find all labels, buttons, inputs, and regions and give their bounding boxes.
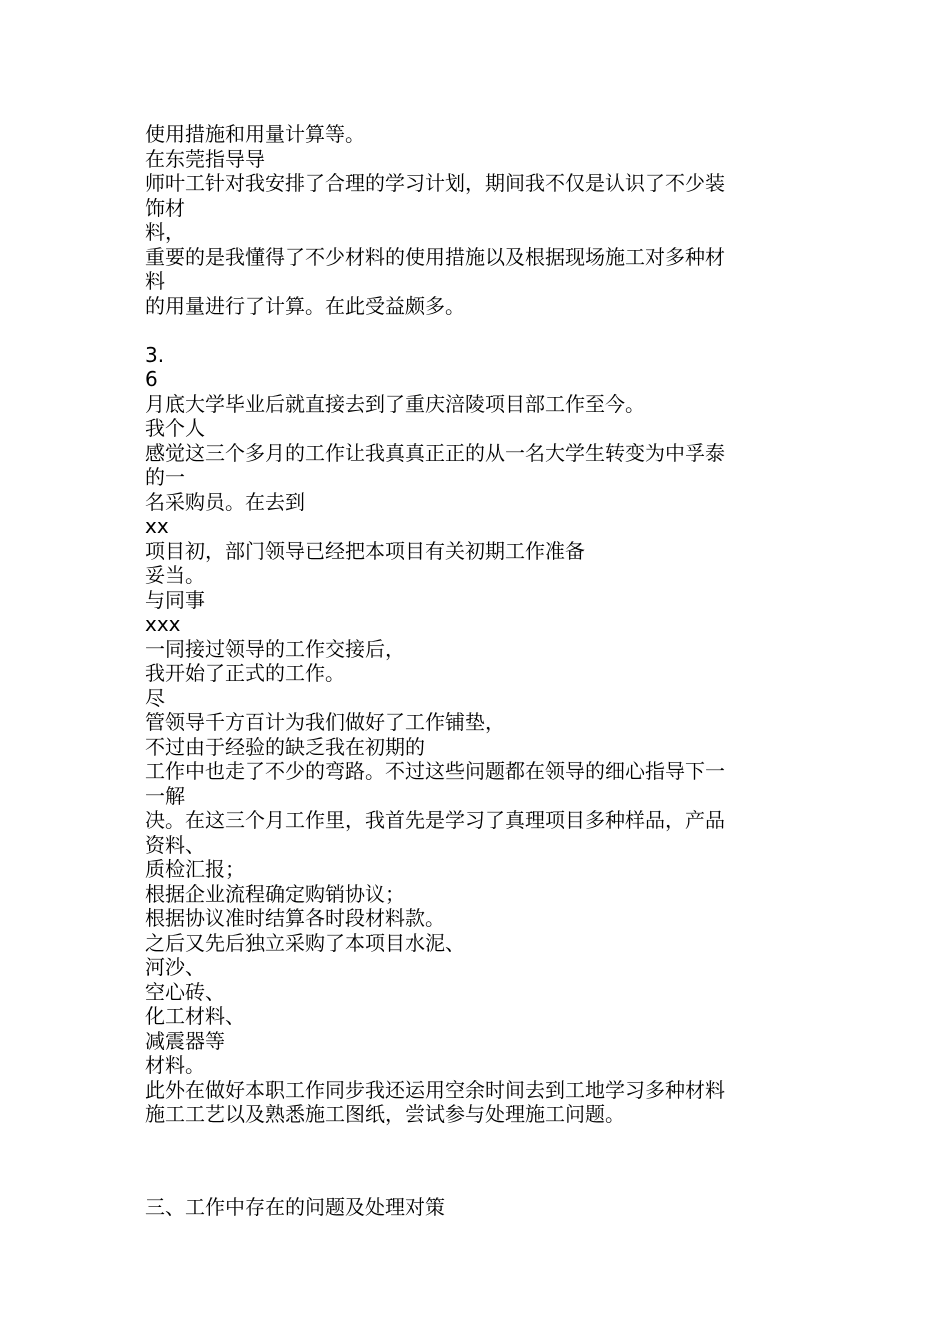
text-line: 一同接过领导的工作交接后， [145, 636, 405, 661]
text-line: 我个人 [145, 416, 205, 440]
text-line: 料 [145, 269, 165, 293]
text-line: xx [145, 514, 169, 538]
text-line: 使用措施和用量计算等。 [145, 122, 365, 146]
text-line: 的一 [145, 465, 185, 489]
paragraph-1 [145, 122, 815, 318]
text-line: 资料、 [145, 832, 205, 857]
text-line: 此外在做好本职工作同步我还运用空余时间去到工地学习多种材料 [145, 1077, 725, 1102]
text-line: 尽 [145, 685, 165, 710]
text-line: 饰材 [145, 195, 185, 220]
text-line: 妥当。 [145, 563, 205, 587]
text-line: 工作中也走了不少的弯路。不过这些问题都在领导的细心指导下一 [145, 759, 725, 783]
text-line: 感觉这三个多月的工作让我真真正正的从一名大学生转变为中孚泰 [145, 440, 725, 465]
text-line: 6 [145, 367, 158, 391]
text-line: 施工工艺以及熟悉施工图纸，尝试参与处理施工问题。 [145, 1102, 625, 1126]
paragraph-spacer [145, 318, 815, 343]
text-line: 材料。 [145, 1053, 205, 1077]
text-line: 根据企业流程确定购销协议； [145, 881, 405, 906]
text-line: 一解 [145, 783, 185, 808]
text-line: 师叶工针对我安排了合理的学习计划，期间我不仅是认识了不少装 [145, 171, 725, 195]
text-line: 不过由于经验的缺乏我在初期的 [145, 734, 425, 759]
text-line: 料， [145, 220, 185, 244]
text-line: 项目初，部门领导已经把本项目有关初期工作准备 [145, 538, 585, 563]
text-line: 我开始了正式的工作。 [145, 661, 345, 685]
text-line: 月底大学毕业后就直接去到了重庆涪陵项目部工作至今。 [145, 391, 645, 416]
text-line: 减震器等 [145, 1028, 225, 1053]
text-line: 3. [145, 342, 165, 367]
text-line: 之后又先后独立采购了本项目水泥、 [145, 930, 465, 955]
text-line: 管领导千方百计为我们做好了工作铺垫， [145, 710, 505, 734]
text-line: 质检汇报； [145, 857, 245, 881]
text-line: 化工材料、 [145, 1004, 245, 1028]
paragraph-2 [145, 343, 815, 1127]
text-line: 的用量进行了计算。在此受益颇多。 [145, 293, 465, 318]
text-line: 名采购员。在去到 [145, 489, 305, 514]
text-line: 河沙、 [145, 955, 205, 979]
text-line: 重要的是我懂得了不少材料的使用措施以及根据现场施工对多种材 [145, 244, 725, 269]
body-text [145, 122, 815, 1127]
text-line: 决。在这三个月工作里，我首先是学习了真理项目多种样品，产品 [145, 808, 725, 832]
section-heading: 三、工作中存在的问题及处理对策 [145, 1195, 445, 1219]
text-line: 在东莞指导导 [145, 146, 265, 171]
text-line: 空心砖、 [145, 979, 225, 1004]
text-line: 与同事 [145, 587, 205, 612]
text-line: xxx [145, 612, 181, 636]
text-line: 根据协议准时结算各时段材料款。 [145, 906, 445, 930]
